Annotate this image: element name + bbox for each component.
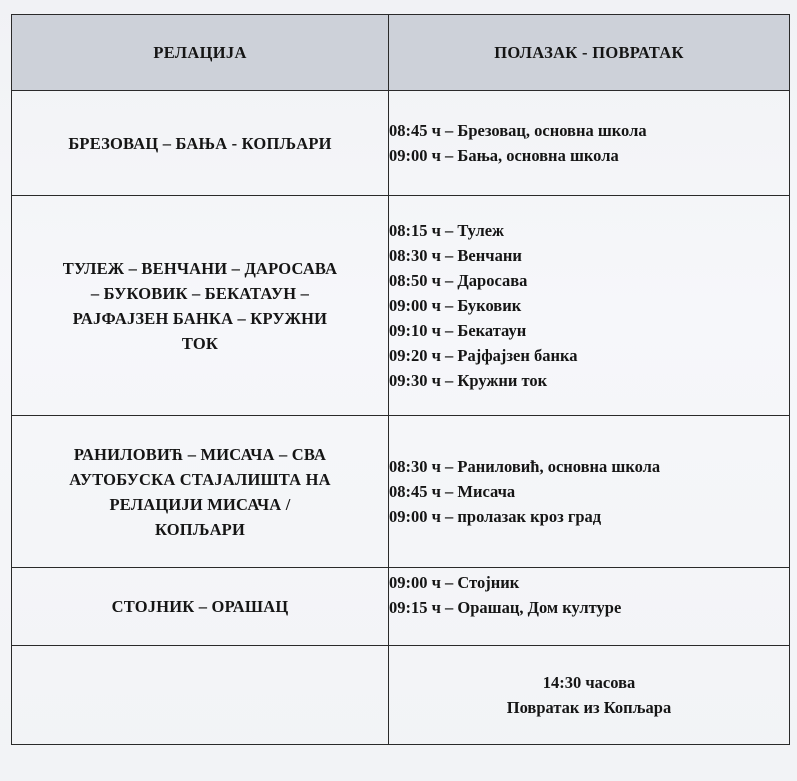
time-line: 08:30 ч – Раниловић, основна школа	[389, 457, 661, 476]
table-row	[12, 196, 790, 416]
time-line: 09:15 ч – Орашац, Дом културе	[389, 598, 622, 617]
times-cell	[389, 91, 790, 196]
table-header-row	[12, 15, 790, 91]
relation-line: АУТОБУСКА СТАЈАЛИШТА НА	[69, 469, 331, 489]
return-cell	[389, 646, 790, 745]
relation-cell	[12, 196, 389, 416]
time-line: 08:30 ч – Венчани	[389, 246, 522, 265]
time-line: 09:10 ч – Бекатаун	[389, 321, 527, 340]
relation-line: СТОЈНИК – ОРАШАЦ	[111, 597, 289, 616]
times-cell	[389, 416, 790, 568]
relation-line: РАНИЛОВИЋ – МИСАЧА – СВА	[73, 444, 327, 464]
relation-cell	[12, 416, 389, 568]
relation-cell	[12, 568, 389, 646]
time-line: 08:50 ч – Даросава	[389, 271, 528, 290]
relation-cell-empty	[12, 646, 389, 745]
relation-line: РАЈФАЈЗЕН БАНКА – КРУЖНИ	[72, 308, 328, 328]
time-line: 09:20 ч – Рајфајзен банка	[389, 346, 578, 365]
time-line: 09:00 ч – пролазак кроз град	[389, 507, 602, 526]
table-row	[12, 91, 790, 196]
relation-line: КОПЉАРИ	[155, 519, 245, 539]
time-line: 09:00 ч – Буковик	[389, 296, 522, 315]
table-row	[12, 568, 790, 646]
times-cell	[389, 196, 790, 416]
relation-line: РЕЛАЦИЈИ МИСАЧА /	[109, 494, 291, 514]
times-cell	[389, 568, 790, 646]
time-line: 08:45 ч – Брезовац, основна школа	[389, 121, 647, 140]
return-note: Повратак из Копљара	[506, 698, 672, 717]
table-row	[12, 416, 790, 568]
header-departure-return: ПОЛАЗАК - ПОВРАТАК	[389, 15, 790, 91]
header-relation: РЕЛАЦИЈА	[12, 15, 389, 91]
time-line: 08:15 ч – Тулеж	[389, 221, 504, 240]
relation-line: – БУКОВИК – БЕКАТАУН –	[90, 283, 310, 303]
time-line: 09:30 ч – Кружни ток	[389, 371, 548, 390]
relation-line: ТУЛЕЖ – ВЕНЧАНИ – ДАРОСАВА	[62, 258, 338, 278]
time-line: 09:00 ч – Стојник	[389, 573, 520, 592]
relation-line: БРЕЗОВАЦ – БАЊА - КОПЉАРИ	[68, 133, 332, 153]
return-time: 14:30 часова	[542, 673, 636, 692]
relation-cell	[12, 91, 389, 196]
schedule-table	[11, 14, 790, 745]
relation-line: ТОК	[181, 333, 219, 353]
time-line: 09:00 ч – Бања, основна школа	[389, 146, 619, 165]
time-line: 08:45 ч – Мисача	[389, 482, 516, 501]
table-row	[12, 646, 790, 745]
